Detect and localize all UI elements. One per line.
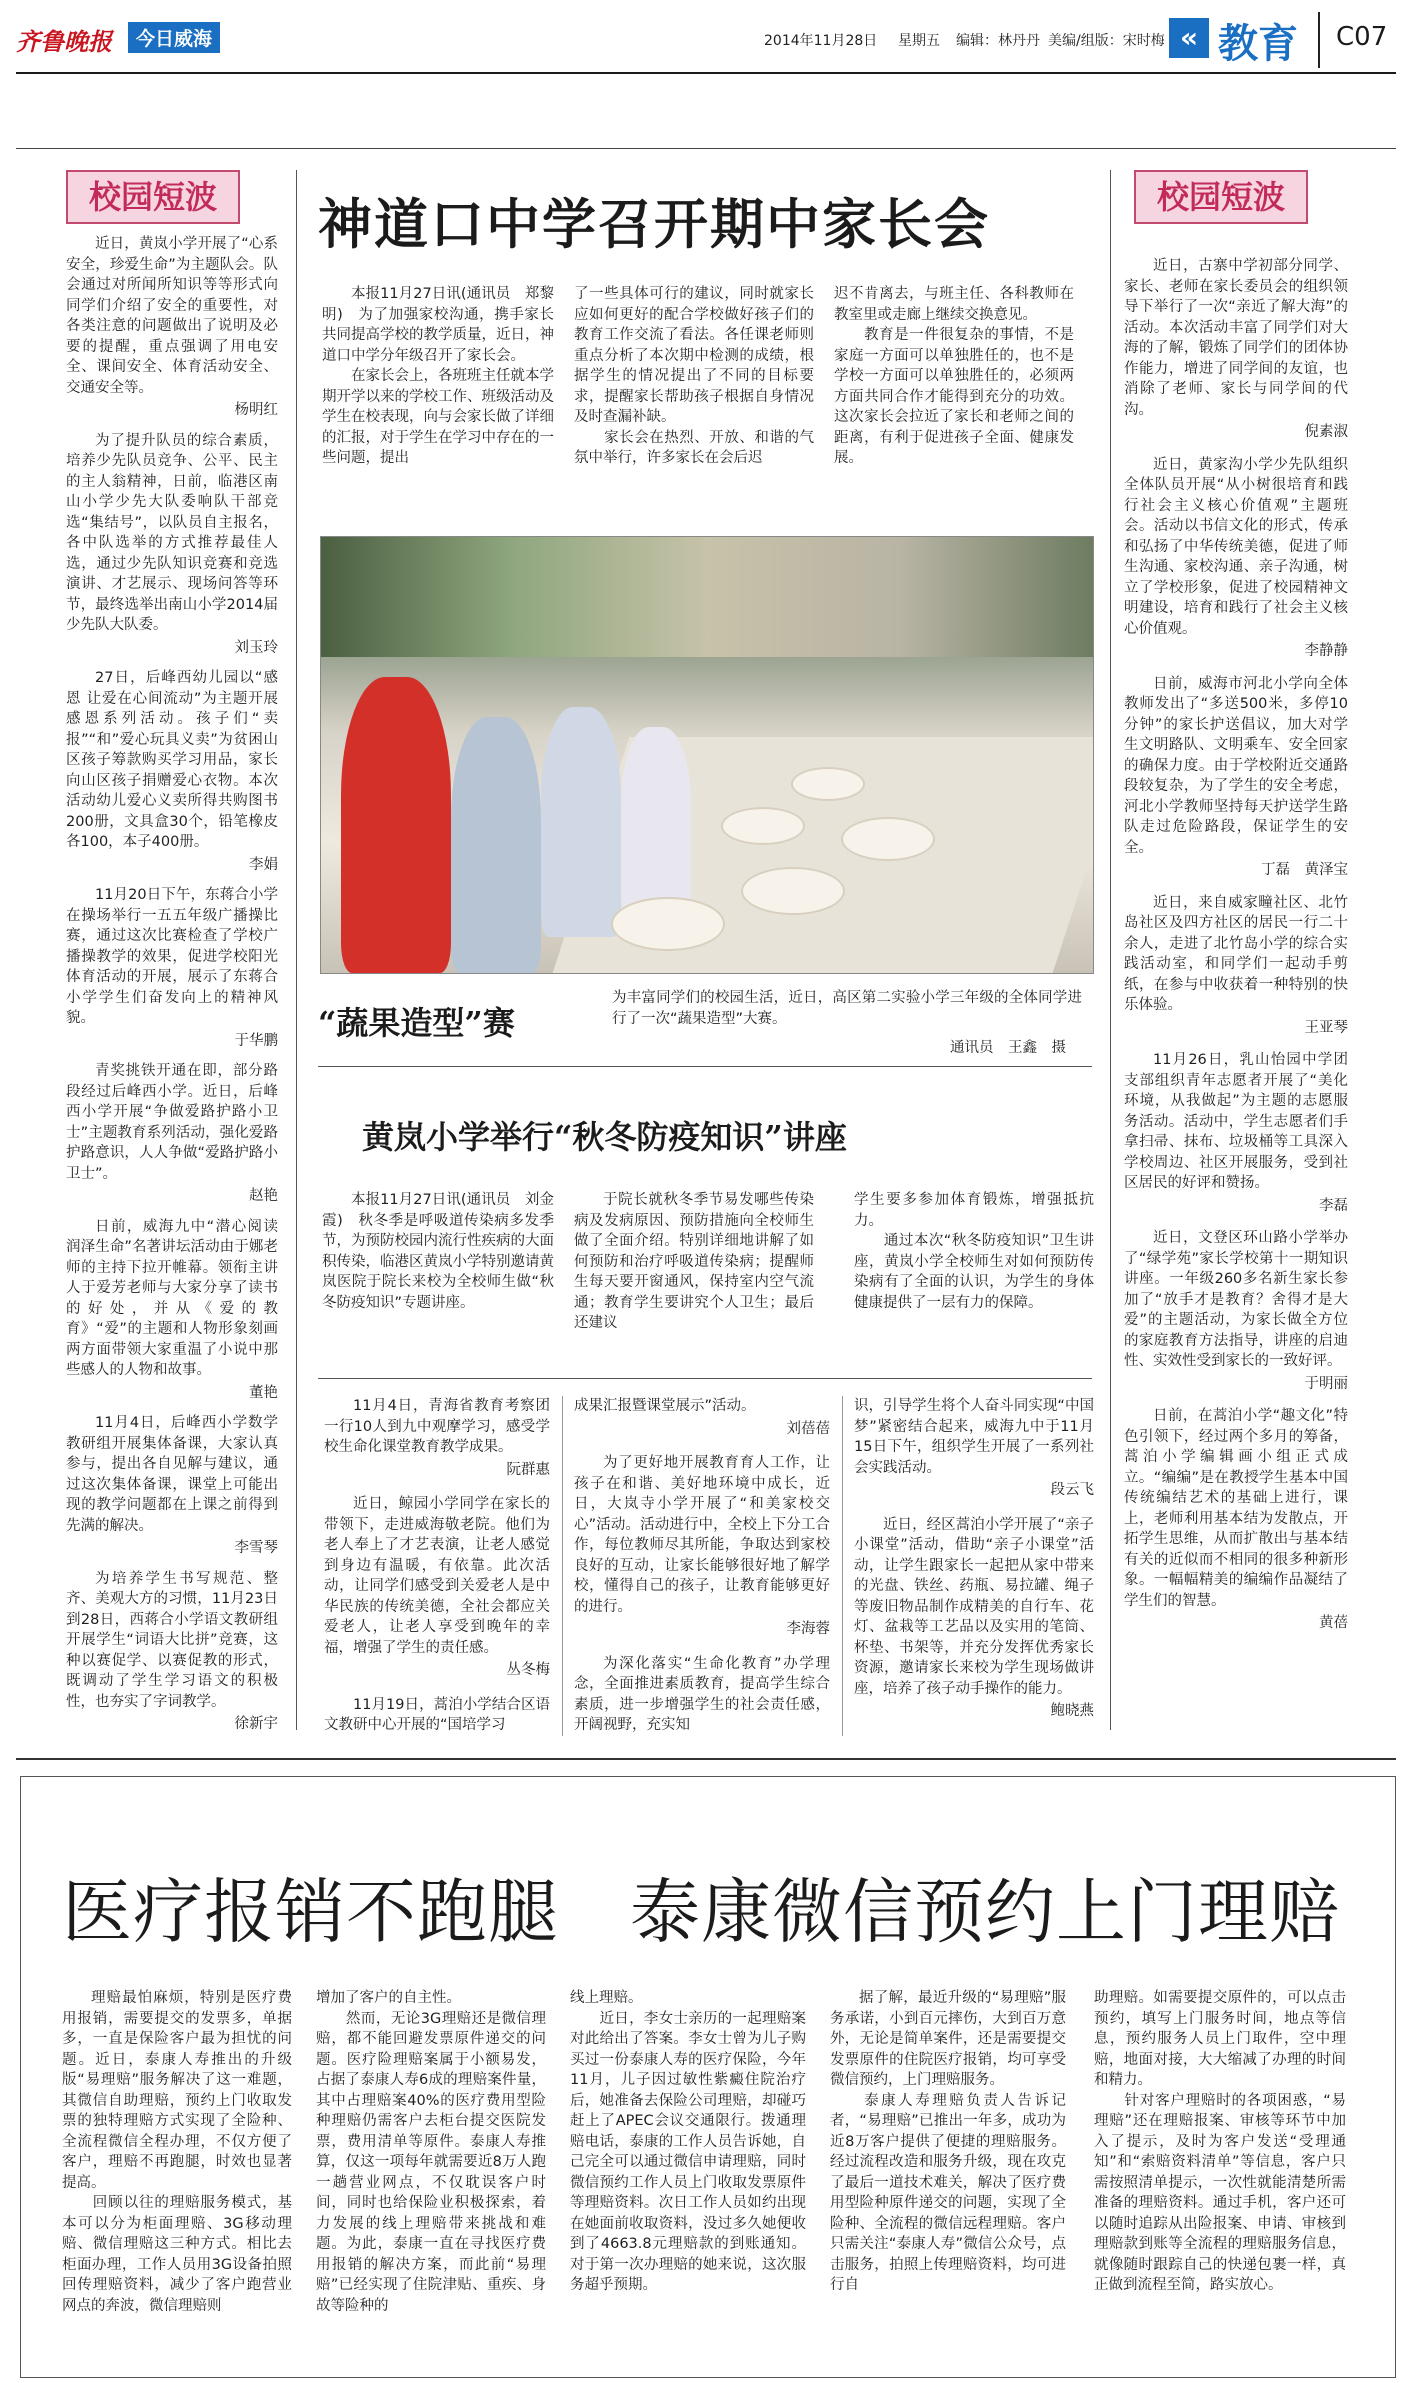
brief-text: 识，引导学生将个人奋斗同实现“中国梦”紧密结合起来，威海九中于11月15日下午，组织学生开展了一系列社会实践活动。 <box>854 1398 1094 1476</box>
section-title: 教育 <box>1218 21 1298 67</box>
brief-text: 11月19日，蒿泊小学结合区语文教研中心开展的“国培学习 <box>324 1696 550 1733</box>
left-brief: 11月20日下午，东蒋合小学在操场举行一五五年级广播操比赛，通过这次比赛检查了学校广播操教学的效果，促进学校阳光体育活动的开展，展示了东蒋合小学学生们奋发向上的精神风貌。 于华鹏 <box>66 887 278 1049</box>
right-brief: 日前，在蒿泊小学“趣文化”特色引领下，经过两个多月的筹备，蒿泊小学编辑画小组正式成立。“编编”是在教授学生基本中国传统编结艺术的基础上进行，课上，老师利用基本结为发散点，开拓学生思维，从而扩散出与基本结有关的近似而不相同的很多种新形象。一幅幅精美的编编作品凝结了学生们的智慧。 黄蓓 <box>1124 1408 1348 1631</box>
brief-text: 成果汇报暨课堂展示”活动。 <box>574 1398 756 1414</box>
right-brief: 11月26日，乳山怡园中学团支部组织青年志愿者开展了“美化环境，从我做起”为主题的志愿服务活动。活动中，学生志愿者们手拿扫帚、抹布、垃圾桶等工具深入学校周边、社区开展服务，受到社区居民的好评和赞扬。 李磊 <box>1124 1052 1348 1214</box>
brief-sign: 刘蓓蓓 <box>786 1420 830 1437</box>
advert-col-5: 助理赔。如需要提交原件的，可以点击预约，填写上门服务时间，地点等信息，预约服务人员上门取件，空中理赔，地面对接，大大缩减了办理的时间和精力。 针对客户理赔时的各项困惑，“易理赔”还在理赔报案、审核等环节中加入了提示，及时为客户发送“受理通知”和“索赔资料清单”等信息，客户只需按照清单提示，一次性就能清楚所需准备的理赔资料。通过手机，客户还可以随时追踪从出险报案、申请、审核到理赔款到账等全流程的理赔服务信息，就像随时跟踪自己的快递包裹一样，真正做到流程至简，路实放心。 <box>1094 1990 1346 2293</box>
briefs-rule-1 <box>562 1396 563 1736</box>
photo-wall <box>321 537 1093 657</box>
lead-article-title: 神道口中学召开期中家长会 <box>318 192 990 256</box>
newspaper-logo: 齐鲁晚报 <box>16 27 112 56</box>
advert-col-2: 增加了客户的自主性。 然而，无论3G理赔还是微信理赔，都不能回避发票原件递交的问题。医疗险理赔案属于小额易发，占据了泰康人寿6成的理赔案件量，其中占理赔案40%的医疗费用型险种理赔仍需客户去柜台提交医院发票，费用清单等原件。泰康人寿推算，仅这一项每年就需要近8万人跑一趟营业网点，不仅耽误客户时间，同时也给保险业积极探索，着力发展的线上理赔带来挑战和难题。为此，泰康一直在寻找医疗费用报销的解决方案，而此前“易理赔”已经实现了住院津贴、重疾、身故等险种的 <box>316 1990 546 2314</box>
photo-story-title: “蔬果造型”赛 <box>318 1004 515 1042</box>
photo-child <box>541 707 621 937</box>
right-brief: 近日，黄家沟小学少先队组织全体队员开展“从小树很培育和践行社会主义核心价值观”主题班会。活动以书信文化的形式，传承和弘扬了中华传统美德，促进了师生沟通、家校沟通、亲子沟通，树立了学校形象，促进了校园精神文明建设，培育和践行了社会主义核心价值观。 李静静 <box>1124 456 1348 659</box>
issue-date: 2014年11月28日 <box>764 33 878 49</box>
left-brief: 近日，黄岚小学开展了“心系安全，珍爱生命”为主题队会。队会通过对所闻所知识等等形式向同学们介绍了安全的重要性，对各类注意的问题做出了说明及必要的提醒，重点强调了用电安全、课间安全、体育活动安全、交通安全等。 杨明红 <box>66 236 278 418</box>
lead-article-col-1: 本报11月27日讯(通讯员 郑黎明) 为了加强家校沟通，携手家长共同提高学校的教学质量，近日，神道口中学分年级召开了家长会。 在家长会上，各班班主任就本学期开学以来的学校工作、班级活动及学生在校表现，向与会家长做了详细的汇报，对于学生在学习中存在的一些问题，提出 <box>322 286 554 466</box>
right-column-rule <box>1110 170 1111 1730</box>
brief-text: 11月4日，青海省教育考察团一行10人到九中观摩学习，感受学校生命化课堂教育教学成果。 <box>324 1398 550 1455</box>
brief-sign: 丛冬梅 <box>506 1662 550 1678</box>
issue-weekday: 星期五 <box>898 33 940 49</box>
editor-credit: 编辑：林丹丹 <box>956 33 1040 49</box>
photo-plate <box>741 867 845 915</box>
designer-credit: 美编/组版：宋时梅 <box>1048 33 1165 49</box>
header-rule-2 <box>16 148 1396 149</box>
right-brief: 近日，来自威家疃社区、北竹岛社区及四方社区的居民一行二十余人，走进了北竹岛小学的综合实践活动室，和同学们一起动手剪纸，在参与中收获着一种特别的快乐体验。 王亚琴 <box>1124 894 1348 1036</box>
section-chevron-icon: « <box>1169 18 1209 58</box>
second-article-col-2: 于院长就秋冬季节易发哪些传染病及发病原因、预防措施向全校师生做了全面介绍。特别详细地讲解了如何预防和治疗呼吸道传染病；提醒师生每天要开窗通风，保持室内空气流通；教育学生要讲究个人卫生；最后还建议 <box>574 1192 814 1331</box>
brief-text: 为了更好地开展教育育人工作，让孩子在和谐、美好地环境中成长，近日，大岚寺小学开展了“和美家校交心”活动。活动进行中，全校上下分工合作，每位教师尽其所能，争取达到家校良好的互动，让家长能够很好地了解学校，懂得自己的孩子，让教育能够更好的进行。 <box>574 1455 830 1615</box>
left-briefs-column <box>66 234 278 1735</box>
header-divider-v <box>1318 12 1320 68</box>
brief-sign: 鲍晓燕 <box>1050 1703 1094 1719</box>
advert-headline: 医疗报销不跑腿 泰康微信预约上门理赔 <box>62 1871 1340 1953</box>
brief-sign: 阮群惠 <box>506 1461 550 1478</box>
photo-rule <box>318 1066 1092 1067</box>
left-brief: 27日，后峰西幼儿园以“感恩 让爱在心间流动”为主题开展感恩系列活动。孩子们“卖报”“和”爱心玩具义卖”为贫困山区孩子筹款购买学习用品，家长向山区孩子捐赠爱心衣物。本次活动幼儿爱心义卖所得共购图书200册，文具盒30个，铅笔橡皮各100，本子400册。 李娟 <box>66 670 278 873</box>
second-article-col-3: 学生要多参加体育锻炼，增强抵抗力。 通过本次“秋冬防疫知识”卫生讲座，黄岚小学全校师生对如何预防传染病有了全面的认识，为学生的身体健康提供了一层有力的保障。 <box>854 1192 1094 1311</box>
briefs-rule-2 <box>842 1396 843 1736</box>
brief-text: 近日，经区蒿泊小学开展了“亲子小课堂”活动，借助“亲子小课堂”活动，让学生跟家长一起把从家中带来的光盘、铁丝、药瓶、易拉罐、绳子等废旧物品制作成精美的自行车、花灯、盆栽等工艺品以及实用的笔筒、杯垫、书架等，并充分发挥优秀家长资源，邀请家长来校为学生现场做讲座，培养了孩子动手操作的能力。 <box>854 1516 1094 1697</box>
photo-plate <box>791 767 865 801</box>
left-brief: 日前，威海九中“潜心阅读 润泽生命”名著讲坛活动由于娜老师的主持下拉开帷幕。领衔主讲人于爱芳老师与大家分享了读书的好处，并从《爱的教育》“爱”的主题和人物形象刻画两方面带领大家重温了小说中那些感人的人物和故事。 董艳 <box>66 1218 278 1401</box>
header-rule <box>16 72 1396 74</box>
left-brief: 青奖挑铁开通在即，部分路段经过后峰西小学。近日，后峰西小学开展“争做爱路护路小卫士”主题教育系列活动，强化爱路护路意识，人人争做“爱路护路小卫士”。 赵艳 <box>66 1063 278 1204</box>
left-brief: 11月4日，后峰西小学数学教研组开展集体备课，大家认真参与，提出各自见解与建议，通过这次集体备课，课堂上可能出现的教学问题都在上课之前得到先满的解决。 李雪琴 <box>66 1415 278 1556</box>
page-number: C07 <box>1336 22 1388 52</box>
right-brief: 日前，威海市河北小学向全体教师发出了“多送500米，多停10分钟”的家长护送倡议，加大对学生文明路队、文明乘车、安全回家的确保力度。由于学校附近交通路段较复杂，为了学生的安全考虑，河北小学教师坚持每天护送学生路队走过危险路段，保证学生的安全。 丁磊 黄泽宝 <box>1124 675 1348 878</box>
second-article-title: 黄岚小学举行“秋冬防疫知识”讲座 <box>362 1118 847 1156</box>
advert-col-1: 理赔最怕麻烦，特别是医疗费用报销，需要提交的发票多，单据多，一直是保险客户最为担忧的问题。近日，泰康人寿推出的升级版“易理赔”服务解决了这一难题，其微信自助理赔，预约上门收取发票的独特理赔方式实现了全险种、全流程微信全程办理，不仅方便了客户，理赔不再跑腿，时效也显著提高。 回顾以往的理赔服务模式，基本可以分为柜面理赔、3G移动理赔、微信理赔这三种方式。相比去柜面办理，工作人员用3G设备拍照回传理赔资料，减少了客户跑营业网点的奔波，微信理赔则 <box>62 1990 292 2314</box>
right-briefs-column <box>1124 256 1348 1634</box>
advert-section-rule <box>16 1758 1396 1760</box>
left-brief: 为了提升队员的综合素质，培养少先队员竞争、公平、民主的主人翁精神，日前，临港区南山小学少先大队委响队干部竞选“集结号”，以队员自主报名，各中队选举的方式推荐最佳人选，通过少先队知识竞赛和竞选演讲、才艺展示、现场问答等环节，最终选举出南山小学2014届少先队大队委。 刘玉玲 <box>66 432 278 656</box>
brief-text: 近日，鲸园小学同学在家长的带领下，走进威海敬老院。他们为老人奉上了才艺表演，让老人感觉到身边有温暖，有依靠。此次活动，让同学们感受到关爱老人是中华民族的传统美德，全社会都应关爱老人，让老人享受到晚年的幸福，增强了学生的责任感。 <box>324 1496 550 1656</box>
edition-badge: 今日威海 <box>128 22 220 53</box>
briefs-col-2 <box>574 1396 830 1736</box>
photo-credit: 通讯员 王鑫 摄 <box>950 1040 1066 1056</box>
lead-article-col-2: 了一些具体可行的建议，同时就家长应如何更好的配合学校做好孩子们的教育工作交流了看法。各任课老师则重点分析了本次期中检测的成绩，根据学生的情况提出了不同的目标要求，提醒家长帮助孩子根据自身情况及时查漏补缺。 家长会在热烈、开放、和谐的气氛中举行，许多家长在会后迟 <box>574 286 814 466</box>
advert-col-4: 据了解，最近升级的“易理赔”服务承诺，小到百元摔伤，大到百万意外，无论是简单案件，还是需要提交发票原件的住院医疗报销，均可享受微信预约，上门理赔服务。 泰康人寿理赔负责人告诉记者，“易理赔”已推出一年多，成功为近8万客户提供了便捷的理赔服务。经过流程改造和服务升级，现在攻克了最后一道技术难关，解决了医疗费用型险种原件递交的问题，实现了全险种、全流程的微信远程理赔。客户只需关注“泰康人寿”微信公众号，点击服务，拍照上传理赔资料，均可进行自 <box>830 1990 1066 2293</box>
second-article-col-1: 本报11月27日讯(通讯员 刘金霞) 秋冬季是呼吸道传染病多发季节，为预防校园内流行性疾病的大面积传染，临港区黄岚小学特别邀请黄岚医院于院长来校为全校师生做“秋冬防疫知识”专题讲座。 <box>322 1192 554 1311</box>
brief-text: 为深化落实“生命化教育”办学理念，全面推进素质教育，提高学生综合素质，进一步增强学生的社会责任感，开阔视野，充实知 <box>574 1655 830 1733</box>
photo-plate <box>721 807 805 845</box>
right-column-label: 校园短波 <box>1134 170 1308 224</box>
right-brief: 近日，古寨中学初部分同学、家长、老师在家长委员会的组织领导下举行了一次“亲近了解大海”的活动。本次活动丰富了同学们对大海的了解，锻炼了同学们的团体协作能力，增进了同学间的友谊，也消除了老师、家长与同学间的代沟。 倪素淑 <box>1124 258 1348 440</box>
masthead <box>16 8 1396 72</box>
right-brief: 近日，文登区环山路小学举办了“绿学苑”家长学校第十一期知识讲座。一年级260多名新生家长参加了“放手才是教育？舍得才是大爱”的主题活动，为家长做全方位的家庭教育方法指导，讲座的启迪性、实效性受到家长的一致好评。 于明丽 <box>1124 1230 1348 1392</box>
left-column-rule <box>296 170 297 1730</box>
brief-sign: 段云飞 <box>1050 1482 1094 1498</box>
briefs-col-3 <box>854 1396 1094 1722</box>
photo-child <box>451 717 541 973</box>
left-brief: 为培养学生书写规范、整齐、美观大方的习惯，11月23日到28日，西蒋合小学语文教研组开展学生“词语大比拼”竞赛，这种以赛促学、以赛促教的形式，既调动了学生学习语文的积极性，也夯实了字词教学。 徐新宇 <box>66 1570 278 1732</box>
photo-caption: 为丰富同学们的校园生活，近日，高区第二实验小学三年级的全体同学进行了一次“蔬果造型”大赛。 <box>612 990 1082 1027</box>
briefs-top-rule <box>318 1378 1092 1379</box>
photo-child <box>621 727 691 917</box>
advert-col-3: 线上理赔。 近日，李女士亲历的一起理赔案对此给出了答案。李女士曾为儿子购买过一份泰康人寿的医疗保险，今年11月，儿子因过敏性紫癜住院治疗后，她准备去保险公司理赔，却碰巧赶上了APEC会议交通限行。拨通理赔电话，泰康的工作人员告诉她，自己完全可以通过微信申请理赔，同时微信预约工作人员上门收取发票原件等理赔资料。次日工作人员如约出现在她面前收取资料，没过多久她便收到了4663.8元理赔款的到账通知。对于第一次办理赔的她来说，这次服务超乎预期。 <box>570 1990 806 2293</box>
photo-plate <box>841 817 935 861</box>
photo-teacher <box>341 677 451 973</box>
left-column-label: 校园短波 <box>66 170 240 224</box>
contest-photo <box>320 536 1094 974</box>
photo-plate <box>611 897 725 951</box>
lead-article-col-3: 迟不肯离去，与班主任、各科教师在教室里或走廊上继续交换意见。 教育是一件很复杂的事情，不是家庭一方面可以单独胜任的，也不是学校一方面可以单独胜任的，必须两方面共同合作才能得到充分的功效。这次家长会拉近了家长和老师之间的距离，有利于促进孩子全面、健康发展。 <box>834 286 1074 466</box>
brief-sign: 李海蓉 <box>786 1621 830 1637</box>
briefs-col-1 <box>324 1396 550 1736</box>
